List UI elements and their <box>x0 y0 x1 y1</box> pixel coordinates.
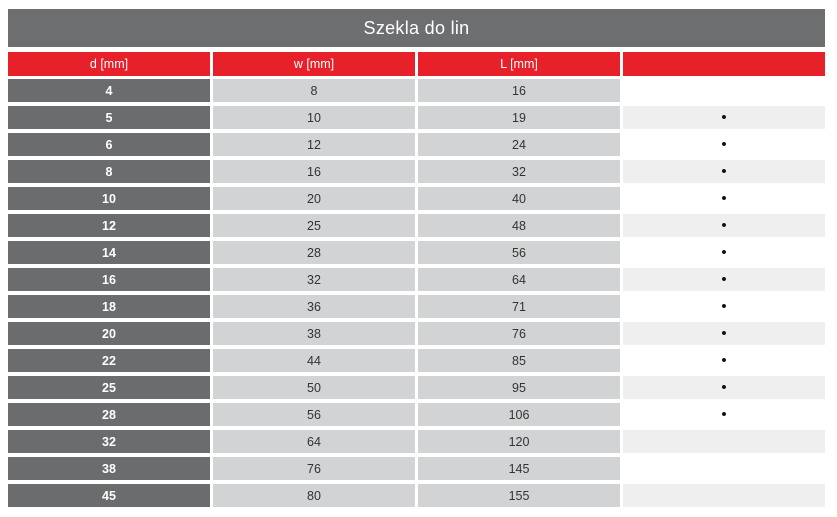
marker-cell <box>623 295 825 318</box>
bullet-dot-icon: • <box>721 298 727 315</box>
d-value-cell: 38 <box>8 457 210 480</box>
table-row <box>8 484 825 507</box>
table-row <box>8 160 825 183</box>
d-value-cell: 8 <box>8 160 210 183</box>
bullet-dot-icon: • <box>721 163 727 180</box>
bullet-dot-icon: • <box>721 244 727 261</box>
d-value-cell: 22 <box>8 349 210 372</box>
table-row <box>8 457 825 480</box>
header-cell-w: w [mm] <box>213 52 415 76</box>
marker-cell <box>623 322 825 345</box>
l-value-cell: 95 <box>418 376 620 399</box>
l-value-cell: 85 <box>418 349 620 372</box>
bullet-dot-icon: • <box>721 325 727 342</box>
table-row <box>8 241 825 264</box>
w-value-cell: 64 <box>213 430 415 453</box>
d-value-cell: 16 <box>8 268 210 291</box>
marker-cell <box>623 349 825 372</box>
marker-cell <box>623 430 825 453</box>
marker-cell <box>623 484 825 507</box>
w-value-cell: 28 <box>213 241 415 264</box>
w-value-cell: 44 <box>213 349 415 372</box>
marker-cell <box>623 106 825 129</box>
bullet-dot-icon: • <box>721 271 727 288</box>
w-value-cell: 12 <box>213 133 415 156</box>
w-value-cell: 38 <box>213 322 415 345</box>
bullet-dot-icon: • <box>721 136 727 153</box>
d-value-cell: 4 <box>8 79 210 102</box>
d-value-cell: 45 <box>8 484 210 507</box>
w-value-cell: 80 <box>213 484 415 507</box>
table-row <box>8 403 825 426</box>
table-row <box>8 295 825 318</box>
bullet-dot-icon: • <box>721 352 727 369</box>
w-value-cell: 56 <box>213 403 415 426</box>
w-value-cell: 36 <box>213 295 415 318</box>
bullet-dot-icon: • <box>721 109 727 126</box>
d-value-cell: 12 <box>8 214 210 237</box>
table-row <box>8 268 825 291</box>
header-cell-l: L [mm] <box>418 52 620 76</box>
l-value-cell: 145 <box>418 457 620 480</box>
w-value-cell: 25 <box>213 214 415 237</box>
bullet-dot-icon: • <box>721 406 727 423</box>
marker-cell <box>623 403 825 426</box>
table-row <box>8 322 825 345</box>
marker-cell <box>623 214 825 237</box>
marker-cell <box>623 376 825 399</box>
marker-cell <box>623 187 825 210</box>
l-value-cell: 24 <box>418 133 620 156</box>
table-title: Szekla do lin <box>8 9 825 47</box>
w-value-cell: 32 <box>213 268 415 291</box>
table-row <box>8 133 825 156</box>
table-body <box>8 79 825 507</box>
l-value-cell: 64 <box>418 268 620 291</box>
l-value-cell: 155 <box>418 484 620 507</box>
l-value-cell: 71 <box>418 295 620 318</box>
l-value-cell: 19 <box>418 106 620 129</box>
table-row <box>8 187 825 210</box>
w-value-cell: 16 <box>213 160 415 183</box>
d-value-cell: 18 <box>8 295 210 318</box>
table-row <box>8 349 825 372</box>
l-value-cell: 40 <box>418 187 620 210</box>
l-value-cell: 56 <box>418 241 620 264</box>
table-row <box>8 376 825 399</box>
marker-cell <box>623 268 825 291</box>
marker-cell <box>623 241 825 264</box>
bullet-dot-icon: • <box>721 217 727 234</box>
marker-cell <box>623 457 825 480</box>
table-row <box>8 79 825 102</box>
w-value-cell: 76 <box>213 457 415 480</box>
d-value-cell: 32 <box>8 430 210 453</box>
w-value-cell: 20 <box>213 187 415 210</box>
marker-cell <box>623 133 825 156</box>
table-row <box>8 106 825 129</box>
header-cell-d: d [mm] <box>8 52 210 76</box>
w-value-cell: 10 <box>213 106 415 129</box>
marker-cell <box>623 160 825 183</box>
l-value-cell: 106 <box>418 403 620 426</box>
marker-cell <box>623 79 825 102</box>
bullet-dot-icon: • <box>721 190 727 207</box>
bullet-dot-icon: • <box>721 379 727 396</box>
l-value-cell: 32 <box>418 160 620 183</box>
d-value-cell: 10 <box>8 187 210 210</box>
d-value-cell: 20 <box>8 322 210 345</box>
l-value-cell: 48 <box>418 214 620 237</box>
l-value-cell: 76 <box>418 322 620 345</box>
shackle-spec-table <box>8 9 825 507</box>
l-value-cell: 16 <box>418 79 620 102</box>
table-header-row <box>8 52 825 76</box>
l-value-cell: 120 <box>418 430 620 453</box>
w-value-cell: 50 <box>213 376 415 399</box>
table-row <box>8 214 825 237</box>
w-value-cell: 8 <box>213 79 415 102</box>
table-row <box>8 430 825 453</box>
d-value-cell: 5 <box>8 106 210 129</box>
d-value-cell: 28 <box>8 403 210 426</box>
d-value-cell: 25 <box>8 376 210 399</box>
d-value-cell: 14 <box>8 241 210 264</box>
header-cell-marker <box>623 52 825 76</box>
d-value-cell: 6 <box>8 133 210 156</box>
